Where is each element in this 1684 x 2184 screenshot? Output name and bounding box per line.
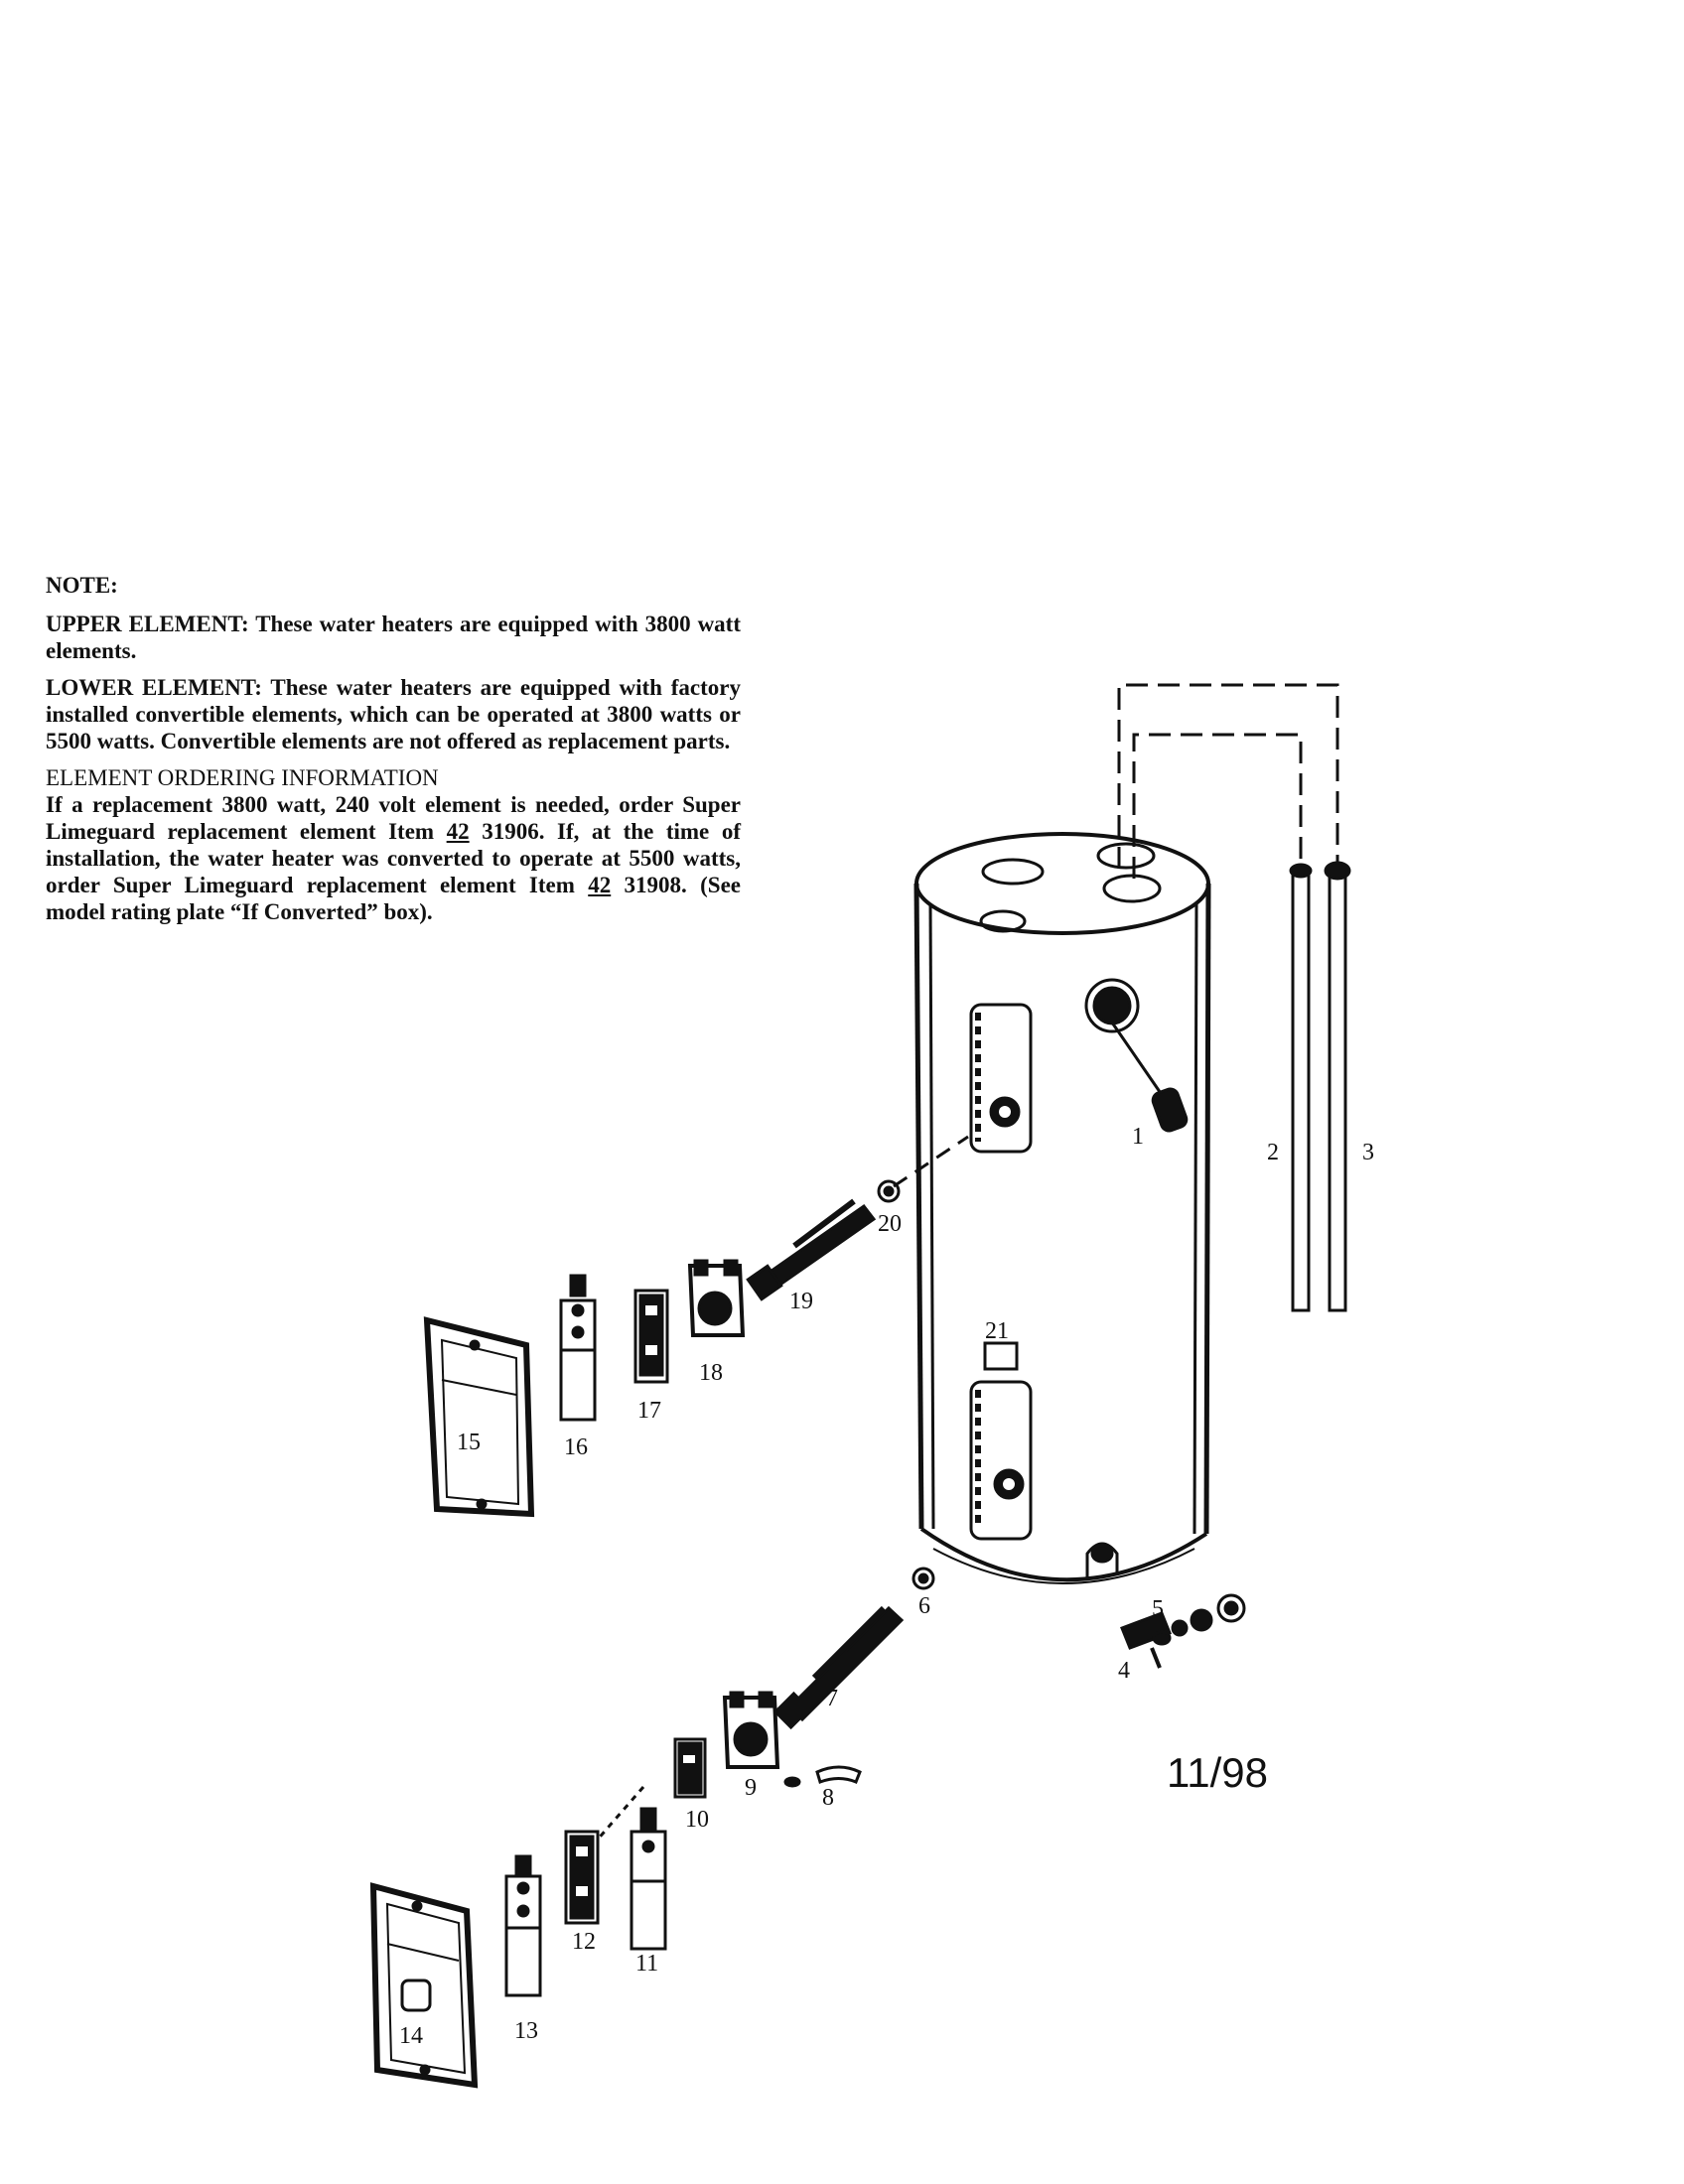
callout-12: 12	[572, 1929, 596, 1955]
lower-element-label: LOWER ELEMENT:	[46, 675, 262, 700]
callout-7: 7	[826, 1686, 838, 1711]
access-cover-15	[427, 1320, 531, 1514]
ordering-heading: ELEMENT ORDERING INFORMATION	[46, 765, 439, 790]
ordering-text-part1: If a replacement 3800 watt, 240 volt element is needed, order Super Limeguard replacement element Item	[46, 792, 741, 844]
drain-valve-parts-5	[1173, 1595, 1244, 1635]
callout-13: 13	[514, 2018, 538, 2044]
callout-5: 5	[1152, 1596, 1164, 1622]
callout-labels	[399, 1124, 1374, 2049]
insulation-cover-13	[506, 1856, 540, 1995]
relief-valve-part	[1112, 1023, 1189, 1133]
insulation-cover-11	[632, 1809, 665, 1949]
callout-20: 20	[878, 1211, 902, 1237]
water-heater-tank	[916, 834, 1208, 1583]
ordering-text-part2: 31906. If, at the time of installation, the water heater was converted to operate at 5500 watts, order Super Limeguard replacement element Item	[46, 819, 741, 897]
ordering-text-part3: 31908. (See model rating plate “If Converted” box).	[46, 873, 741, 924]
gasket-6	[913, 1569, 933, 1588]
thermostat-bracket-9	[725, 1693, 777, 1767]
upper-element-text: These water heaters are equipped with 3800 watt elements.	[46, 612, 741, 663]
lower-heating-element-7	[775, 1608, 902, 1727]
callout-16: 16	[564, 1434, 588, 1460]
access-cover-14	[373, 1886, 475, 2085]
callout-4: 4	[1118, 1658, 1130, 1684]
lower-thermostat-10	[675, 1739, 705, 1797]
upper-heating-element-19	[748, 1201, 874, 1299]
callout-10: 10	[685, 1807, 709, 1833]
callout-18: 18	[699, 1360, 723, 1386]
gasket-20	[879, 1181, 899, 1201]
upper-thermostat-17	[635, 1291, 667, 1382]
lower-thermostat-12	[566, 1832, 598, 1923]
lower-element-text: These water heaters are equipped with factory installed convertible elements, which can be operated at 3800 watts or 5500 watts. Convertible elements are not offered as replacement parts.	[46, 675, 741, 753]
anode-rod-2	[1291, 865, 1311, 1310]
screw-9	[785, 1778, 799, 1786]
anode-rod-3	[1326, 863, 1349, 1310]
date-code: 11/98	[1167, 1749, 1268, 1796]
gasket-8	[817, 1767, 860, 1782]
callout-6: 6	[918, 1593, 930, 1619]
callout-1: 1	[1132, 1124, 1144, 1150]
callout-3: 3	[1362, 1140, 1374, 1165]
callout-15: 15	[457, 1430, 481, 1455]
note-heading: NOTE:	[46, 573, 118, 598]
thermostat-bracket-18	[690, 1261, 743, 1335]
callout-14: 14	[399, 2023, 423, 2049]
item-prefix-1: 42	[446, 819, 470, 844]
upper-element-label: UPPER ELEMENT:	[46, 612, 249, 636]
callout-9: 9	[745, 1775, 757, 1801]
callout-8: 8	[822, 1785, 834, 1811]
callout-21: 21	[985, 1318, 1009, 1344]
callout-17: 17	[637, 1398, 661, 1424]
callout-2: 2	[1267, 1140, 1279, 1165]
callout-19: 19	[789, 1289, 813, 1314]
insulation-cover-16	[561, 1276, 595, 1420]
item-prefix-2: 42	[588, 873, 612, 897]
callout-11: 11	[635, 1951, 659, 1977]
